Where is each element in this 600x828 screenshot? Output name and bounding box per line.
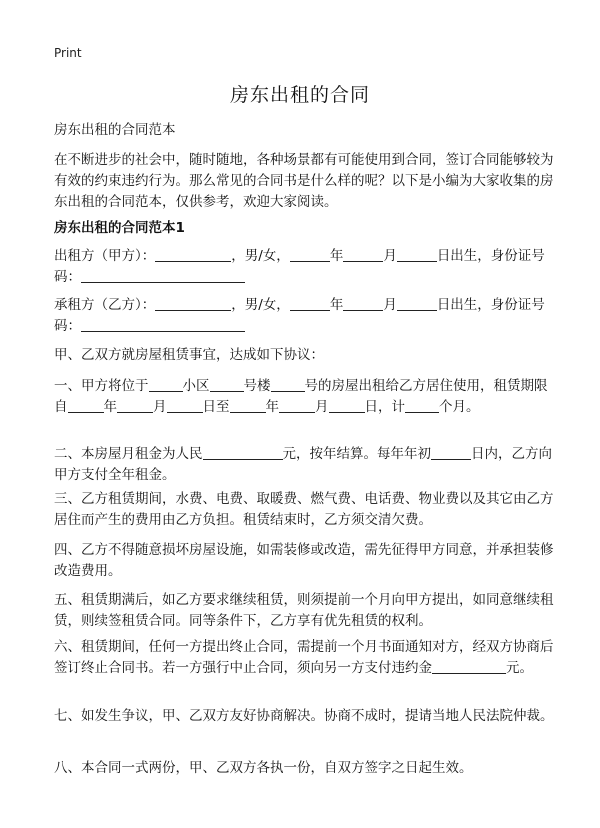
clause4-text: 四、乙方不得随意损坏房屋设施，如需装修或改造，需先征得甲方同意，并承担装修改造费用。: [54, 542, 554, 579]
lessor-month-label: 月: [383, 248, 397, 264]
clause1-f: 月: [153, 399, 167, 415]
clause1-start-day-blank: [167, 398, 203, 413]
clause1-k: 个月。: [439, 399, 480, 415]
clause1-unit-blank: [271, 377, 305, 392]
clause6-b: 元。: [506, 660, 533, 676]
lessee-gender: ，男/女，: [231, 297, 290, 313]
lessee-line: [54, 295, 554, 337]
clause-2: [54, 444, 554, 486]
lessee-name-blank: [155, 296, 231, 311]
clause3-text: 三、乙方租赁期间，水费、电费、取暖费、燃气费、电话费、物业费以及其它由乙方居住而产生的费用由乙方负担。租赁结束时，乙方须交清欠费。: [54, 491, 554, 528]
clause1-b: 小区: [182, 378, 210, 394]
clause2-rent-blank: [203, 445, 283, 460]
clause1-i: 月: [315, 399, 329, 415]
lessor-name-blank: [155, 247, 231, 262]
clause8-text: 八、本合同一式两份，甲、乙双方各执一份，自双方签字之日起生效。: [54, 760, 473, 776]
clause-5: [54, 590, 554, 632]
lessor-line: [54, 246, 554, 288]
clause-7: [54, 706, 554, 727]
clause-4: [54, 540, 554, 582]
clause1-h: 年: [265, 399, 279, 415]
clause1-d: 号的房屋出租给乙方居住使用，租赁期限自: [54, 378, 548, 415]
lessor-gender: ，男/女，: [231, 248, 290, 264]
lessor-year-label: 年: [329, 248, 344, 264]
lessee-id-blank: [81, 317, 245, 332]
lessor-day-blank: [397, 247, 437, 262]
clause1-g: 日至: [202, 399, 230, 415]
clause1-start-month-blank: [117, 398, 153, 413]
print-link[interactable]: Print: [54, 46, 82, 60]
clause1-j: 日，计: [364, 399, 405, 415]
clause1-start-year-blank: [68, 398, 104, 413]
clause1-location-blank: [149, 377, 183, 392]
lessee-year-blank: [290, 296, 330, 311]
clause1-a: 一、甲方将位于: [54, 378, 149, 394]
document-subtitle: 房东出租的合同范本: [54, 122, 176, 138]
section-heading: 房东出租的合同范本1: [54, 220, 185, 236]
clause-3: [54, 489, 554, 531]
lessor-id-blank: [81, 268, 245, 283]
intro-paragraph: [54, 150, 554, 213]
clause1-c: 号楼: [243, 378, 271, 394]
clause6-penalty-blank: [432, 659, 506, 674]
lessee-label: 承租方（乙方）：: [54, 297, 156, 313]
lessor-label: 出租方（甲方）：: [54, 248, 156, 264]
agreement-intro: [54, 345, 554, 366]
clause2-b: 元，按年结算。每年年初: [282, 446, 431, 462]
clause-1: [54, 376, 554, 418]
clause2-c: 日内，乙方向甲方支付全年租金。: [54, 446, 552, 483]
clause5-text: 五、租赁期满后，如乙方要求继续租赁，则须提前一个月向甲方提出，如同意继续租赁，则续签租赁合同。同等条件下，乙方享有优先租赁的权利。: [54, 592, 554, 629]
clause1-end-month-blank: [279, 398, 315, 413]
lessor-birth-label: 日出生，身份证号码：: [54, 248, 545, 285]
lessee-day-blank: [397, 296, 437, 311]
clause6-a: 六、租赁期间，任何一方提出终止合同，需提前一个月书面通知对方，经双方协商后签订终止合同书。若一方强行中止合同，须向另一方支付违约金: [54, 639, 554, 676]
intro-text: 在不断进步的社会中，随时随地，各种场景都有可能使用到合同，签订合同能够较为有效的约束违约行为。那么常见的合同书是什么样的呢？以下是小编为大家收集的房东出租的合同范本，仅供参考，欢迎大家阅读。: [54, 152, 554, 210]
lessor-year-blank: [290, 247, 330, 262]
clause1-building-blank: [210, 377, 244, 392]
clause7-text: 七、如发生争议，甲、乙双方友好协商解决。协商不成时，提请当地人民法院仲裁。: [54, 708, 554, 724]
lessee-birth-label: 日出生，身份证号码：: [54, 297, 545, 334]
document-title: 房东出租的合同: [229, 84, 370, 106]
lessee-month-blank: [343, 296, 383, 311]
clause1-e: 年: [103, 399, 117, 415]
agreement-text: 甲、乙双方就房屋租赁事宜，达成如下协议：: [54, 347, 324, 363]
clause2-days-blank: [431, 445, 471, 460]
lessee-year-label: 年: [329, 297, 344, 313]
clause-8: [54, 758, 554, 779]
lessee-month-label: 月: [383, 297, 397, 313]
clause1-end-year-blank: [230, 398, 266, 413]
clause2-a: 二、本房屋月租金为人民: [54, 446, 203, 462]
clause-6: [54, 637, 554, 679]
clause1-months-blank: [405, 398, 439, 413]
clause1-end-day-blank: [329, 398, 365, 413]
lessor-month-blank: [343, 247, 383, 262]
